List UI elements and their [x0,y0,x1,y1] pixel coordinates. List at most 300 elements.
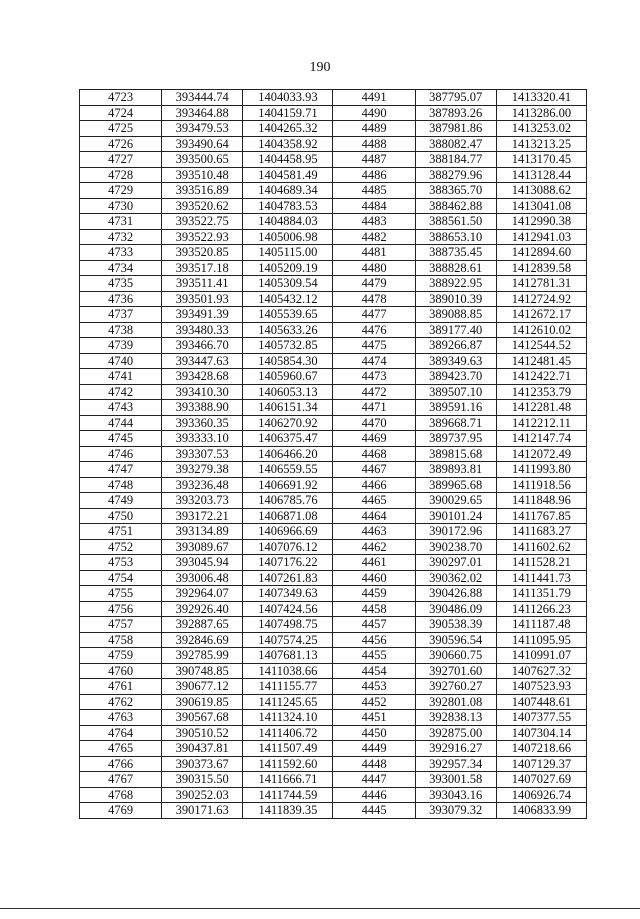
x-coordinate-cell: 390677.12 [162,679,243,695]
x-coordinate-cell: 393388.90 [162,400,243,416]
point-number-cell: 4756 [80,601,162,617]
y-coordinate-cell: 1405209.19 [243,260,333,276]
x-coordinate-cell: 393043.16 [415,787,496,803]
point-number-cell: 4463 [333,524,415,540]
point-number-cell: 4729 [80,183,162,199]
point-number-cell: 4454 [333,663,415,679]
point-number-cell: 4473 [333,369,415,385]
x-coordinate-cell: 390101.24 [415,508,496,524]
table-row [80,90,587,106]
x-coordinate-cell: 390238.70 [415,539,496,555]
y-coordinate-cell: 1411993.80 [496,462,586,478]
x-coordinate-cell: 389177.40 [415,322,496,338]
point-number-cell: 4727 [80,152,162,168]
x-coordinate-cell: 390252.03 [162,787,243,803]
x-coordinate-cell: 393522.75 [162,214,243,230]
x-coordinate-cell: 389965.68 [415,477,496,493]
x-coordinate-cell: 393510.48 [162,167,243,183]
point-number-cell: 4733 [80,245,162,261]
coordinates-table-body [80,90,587,819]
y-coordinate-cell: 1406833.99 [496,803,586,819]
point-number-cell: 4468 [333,446,415,462]
point-number-cell: 4762 [80,694,162,710]
table-row [80,105,587,121]
table-row [80,741,587,757]
x-coordinate-cell: 389668.71 [415,415,496,431]
y-coordinate-cell: 1411245.65 [243,694,333,710]
point-number-cell: 4740 [80,353,162,369]
point-number-cell: 4766 [80,756,162,772]
x-coordinate-cell: 393428.68 [162,369,243,385]
y-coordinate-cell: 1405432.12 [243,291,333,307]
point-number-cell: 4734 [80,260,162,276]
point-number-cell: 4488 [333,136,415,152]
y-coordinate-cell: 1412147.74 [496,431,586,447]
table-row [80,725,587,741]
point-number-cell: 4489 [333,121,415,137]
y-coordinate-cell: 1411266.23 [496,601,586,617]
point-number-cell: 4471 [333,400,415,416]
y-coordinate-cell: 1407027.69 [496,772,586,788]
x-coordinate-cell: 390660.75 [415,648,496,664]
point-number-cell: 4755 [80,586,162,602]
x-coordinate-cell: 390567.68 [162,710,243,726]
table-row [80,338,587,354]
point-number-cell: 4475 [333,338,415,354]
table-row [80,570,587,586]
table-row [80,586,587,602]
point-number-cell: 4752 [80,539,162,555]
y-coordinate-cell: 1405732.85 [243,338,333,354]
y-coordinate-cell: 1411602.62 [496,539,586,555]
y-coordinate-cell: 1411155.77 [243,679,333,695]
x-coordinate-cell: 388279.96 [415,167,496,183]
y-coordinate-cell: 1406691.92 [243,477,333,493]
y-coordinate-cell: 1411507.49 [243,741,333,757]
x-coordinate-cell: 393516.89 [162,183,243,199]
point-number-cell: 4466 [333,477,415,493]
y-coordinate-cell: 1404159.71 [243,105,333,121]
y-coordinate-cell: 1407681.13 [243,648,333,664]
point-number-cell: 4742 [80,384,162,400]
point-number-cell: 4759 [80,648,162,664]
y-coordinate-cell: 1404458.95 [243,152,333,168]
point-number-cell: 4446 [333,787,415,803]
x-coordinate-cell: 393279.38 [162,462,243,478]
y-coordinate-cell: 1413128.44 [496,167,586,183]
y-coordinate-cell: 1413041.08 [496,198,586,214]
x-coordinate-cell: 393089.67 [162,539,243,555]
x-coordinate-cell: 393045.94 [162,555,243,571]
point-number-cell: 4447 [333,772,415,788]
x-coordinate-cell: 393333.10 [162,431,243,447]
point-number-cell: 4469 [333,431,415,447]
table-row [80,632,587,648]
x-coordinate-cell: 393134.89 [162,524,243,540]
point-number-cell: 4470 [333,415,415,431]
x-coordinate-cell: 387795.07 [415,90,496,106]
table-row [80,167,587,183]
point-number-cell: 4726 [80,136,162,152]
y-coordinate-cell: 1412941.03 [496,229,586,245]
x-coordinate-cell: 393360.35 [162,415,243,431]
table-row [80,446,587,462]
point-number-cell: 4457 [333,617,415,633]
point-number-cell: 4483 [333,214,415,230]
table-row [80,431,587,447]
y-coordinate-cell: 1407424.56 [243,601,333,617]
table-row [80,803,587,819]
table-row [80,539,587,555]
table-row [80,260,587,276]
y-coordinate-cell: 1406966.69 [243,524,333,540]
point-number-cell: 4731 [80,214,162,230]
point-number-cell: 4460 [333,570,415,586]
point-number-cell: 4723 [80,90,162,106]
point-number-cell: 4750 [80,508,162,524]
x-coordinate-cell: 390596.54 [415,632,496,648]
x-coordinate-cell: 390510.52 [162,725,243,741]
table-row [80,384,587,400]
y-coordinate-cell: 1412610.02 [496,322,586,338]
point-number-cell: 4748 [80,477,162,493]
table-row [80,679,587,695]
table-row [80,694,587,710]
table-row [80,493,587,509]
point-number-cell: 4449 [333,741,415,757]
y-coordinate-cell: 1404689.34 [243,183,333,199]
y-coordinate-cell: 1407377.55 [496,710,586,726]
x-coordinate-cell: 390426.88 [415,586,496,602]
x-coordinate-cell: 388653.10 [415,229,496,245]
y-coordinate-cell: 1413320.41 [496,90,586,106]
x-coordinate-cell: 388365.70 [415,183,496,199]
x-coordinate-cell: 393480.33 [162,322,243,338]
y-coordinate-cell: 1404265.32 [243,121,333,137]
x-coordinate-cell: 389507.10 [415,384,496,400]
y-coordinate-cell: 1407129.37 [496,756,586,772]
table-row [80,663,587,679]
y-coordinate-cell: 1412212.11 [496,415,586,431]
point-number-cell: 4732 [80,229,162,245]
x-coordinate-cell: 392875.00 [415,725,496,741]
y-coordinate-cell: 1412481.45 [496,353,586,369]
y-coordinate-cell: 1407627.32 [496,663,586,679]
x-coordinate-cell: 393464.88 [162,105,243,121]
point-number-cell: 4749 [80,493,162,509]
x-coordinate-cell: 392964.07 [162,586,243,602]
y-coordinate-cell: 1406559.55 [243,462,333,478]
y-coordinate-cell: 1412072.49 [496,446,586,462]
y-coordinate-cell: 1410991.07 [496,648,586,664]
x-coordinate-cell: 390437.81 [162,741,243,757]
y-coordinate-cell: 1407176.22 [243,555,333,571]
x-coordinate-cell: 392887.65 [162,617,243,633]
table-row [80,508,587,524]
y-coordinate-cell: 1405115.00 [243,245,333,261]
x-coordinate-cell: 393447.63 [162,353,243,369]
y-coordinate-cell: 1413213.25 [496,136,586,152]
point-number-cell: 4743 [80,400,162,416]
coordinates-table [79,89,587,819]
y-coordinate-cell: 1412894.60 [496,245,586,261]
point-number-cell: 4757 [80,617,162,633]
x-coordinate-cell: 392846.69 [162,632,243,648]
table-row [80,710,587,726]
y-coordinate-cell: 1406926.74 [496,787,586,803]
y-coordinate-cell: 1412544.52 [496,338,586,354]
x-coordinate-cell: 389010.39 [415,291,496,307]
point-number-cell: 4763 [80,710,162,726]
x-coordinate-cell: 388462.88 [415,198,496,214]
y-coordinate-cell: 1404581.49 [243,167,333,183]
y-coordinate-cell: 1407261.83 [243,570,333,586]
table-row [80,555,587,571]
y-coordinate-cell: 1406785.76 [243,493,333,509]
point-number-cell: 4754 [80,570,162,586]
y-coordinate-cell: 1404783.53 [243,198,333,214]
point-number-cell: 4769 [80,803,162,819]
y-coordinate-cell: 1406375.47 [243,431,333,447]
point-number-cell: 4491 [333,90,415,106]
x-coordinate-cell: 388082.47 [415,136,496,152]
y-coordinate-cell: 1412990.38 [496,214,586,230]
point-number-cell: 4753 [80,555,162,571]
point-number-cell: 4472 [333,384,415,400]
y-coordinate-cell: 1411351.79 [496,586,586,602]
x-coordinate-cell: 392916.27 [415,741,496,757]
x-coordinate-cell: 390619.85 [162,694,243,710]
x-coordinate-cell: 390029.65 [415,493,496,509]
y-coordinate-cell: 1411187.48 [496,617,586,633]
x-coordinate-cell: 393511.41 [162,276,243,292]
x-coordinate-cell: 393500.65 [162,152,243,168]
table-row [80,772,587,788]
x-coordinate-cell: 390486.09 [415,601,496,617]
point-number-cell: 4751 [80,524,162,540]
x-coordinate-cell: 393236.48 [162,477,243,493]
point-number-cell: 4451 [333,710,415,726]
table-row [80,229,587,245]
y-coordinate-cell: 1411324.10 [243,710,333,726]
x-coordinate-cell: 390362.02 [415,570,496,586]
point-number-cell: 4478 [333,291,415,307]
x-coordinate-cell: 392926.40 [162,601,243,617]
point-number-cell: 4487 [333,152,415,168]
y-coordinate-cell: 1411839.35 [243,803,333,819]
table-row [80,353,587,369]
x-coordinate-cell: 392838.13 [415,710,496,726]
y-coordinate-cell: 1412781.31 [496,276,586,292]
x-coordinate-cell: 393410.30 [162,384,243,400]
point-number-cell: 4736 [80,291,162,307]
y-coordinate-cell: 1405006.98 [243,229,333,245]
y-coordinate-cell: 1405539.65 [243,307,333,323]
y-coordinate-cell: 1411592.60 [243,756,333,772]
y-coordinate-cell: 1412839.58 [496,260,586,276]
y-coordinate-cell: 1412353.79 [496,384,586,400]
point-number-cell: 4450 [333,725,415,741]
x-coordinate-cell: 389737.95 [415,431,496,447]
table-row [80,648,587,664]
x-coordinate-cell: 390315.50 [162,772,243,788]
y-coordinate-cell: 1411095.95 [496,632,586,648]
x-coordinate-cell: 393520.85 [162,245,243,261]
point-number-cell: 4486 [333,167,415,183]
x-coordinate-cell: 390373.67 [162,756,243,772]
x-coordinate-cell: 393501.93 [162,291,243,307]
x-coordinate-cell: 393203.73 [162,493,243,509]
point-number-cell: 4760 [80,663,162,679]
y-coordinate-cell: 1404358.92 [243,136,333,152]
y-coordinate-cell: 1411441.73 [496,570,586,586]
x-coordinate-cell: 389088.85 [415,307,496,323]
table-row [80,198,587,214]
y-coordinate-cell: 1407498.75 [243,617,333,633]
x-coordinate-cell: 390748.85 [162,663,243,679]
x-coordinate-cell: 389893.81 [415,462,496,478]
y-coordinate-cell: 1405633.26 [243,322,333,338]
y-coordinate-cell: 1406466.20 [243,446,333,462]
y-coordinate-cell: 1407523.93 [496,679,586,695]
y-coordinate-cell: 1413253.02 [496,121,586,137]
y-coordinate-cell: 1413088.62 [496,183,586,199]
point-number-cell: 4467 [333,462,415,478]
point-number-cell: 4464 [333,508,415,524]
y-coordinate-cell: 1411038.66 [243,663,333,679]
x-coordinate-cell: 393466.70 [162,338,243,354]
y-coordinate-cell: 1404033.93 [243,90,333,106]
y-coordinate-cell: 1411918.56 [496,477,586,493]
table-row [80,322,587,338]
point-number-cell: 4490 [333,105,415,121]
point-number-cell: 4456 [333,632,415,648]
y-coordinate-cell: 1405960.67 [243,369,333,385]
point-number-cell: 4765 [80,741,162,757]
y-coordinate-cell: 1407076.12 [243,539,333,555]
x-coordinate-cell: 390172.96 [415,524,496,540]
point-number-cell: 4761 [80,679,162,695]
page-number: 190 [309,60,331,75]
y-coordinate-cell: 1406871.08 [243,508,333,524]
y-coordinate-cell: 1407304.14 [496,725,586,741]
x-coordinate-cell: 392701.60 [415,663,496,679]
point-number-cell: 4465 [333,493,415,509]
point-number-cell: 4747 [80,462,162,478]
point-number-cell: 4745 [80,431,162,447]
point-number-cell: 4477 [333,307,415,323]
point-number-cell: 4481 [333,245,415,261]
x-coordinate-cell: 389815.68 [415,446,496,462]
y-coordinate-cell: 1406270.92 [243,415,333,431]
point-number-cell: 4767 [80,772,162,788]
x-coordinate-cell: 392957.34 [415,756,496,772]
y-coordinate-cell: 1411406.72 [243,725,333,741]
point-number-cell: 4479 [333,276,415,292]
x-coordinate-cell: 390171.63 [162,803,243,819]
y-coordinate-cell: 1412724.92 [496,291,586,307]
point-number-cell: 4480 [333,260,415,276]
table-row [80,787,587,803]
point-number-cell: 4474 [333,353,415,369]
point-number-cell: 4738 [80,322,162,338]
point-number-cell: 4739 [80,338,162,354]
table-row [80,369,587,385]
y-coordinate-cell: 1405309.54 [243,276,333,292]
point-number-cell: 4462 [333,539,415,555]
x-coordinate-cell: 388922.95 [415,276,496,292]
x-coordinate-cell: 393444.74 [162,90,243,106]
y-coordinate-cell: 1411744.59 [243,787,333,803]
point-number-cell: 4735 [80,276,162,292]
y-coordinate-cell: 1407448.61 [496,694,586,710]
point-number-cell: 4725 [80,121,162,137]
point-number-cell: 4459 [333,586,415,602]
x-coordinate-cell: 388828.61 [415,260,496,276]
point-number-cell: 4724 [80,105,162,121]
point-number-cell: 4461 [333,555,415,571]
table-row [80,601,587,617]
x-coordinate-cell: 393520.62 [162,198,243,214]
x-coordinate-cell: 389349.63 [415,353,496,369]
point-number-cell: 4741 [80,369,162,385]
table-row [80,477,587,493]
table-row [80,462,587,478]
x-coordinate-cell: 390538.39 [415,617,496,633]
x-coordinate-cell: 393001.58 [415,772,496,788]
x-coordinate-cell: 388561.50 [415,214,496,230]
point-number-cell: 4737 [80,307,162,323]
y-coordinate-cell: 1413286.00 [496,105,586,121]
x-coordinate-cell: 393522.93 [162,229,243,245]
table-row [80,276,587,292]
y-coordinate-cell: 1411848.96 [496,493,586,509]
point-number-cell: 4448 [333,756,415,772]
table-row [80,524,587,540]
point-number-cell: 4730 [80,198,162,214]
x-coordinate-cell: 388735.45 [415,245,496,261]
table-row [80,152,587,168]
bottom-rule [0,908,640,909]
table-row [80,214,587,230]
y-coordinate-cell: 1411683.27 [496,524,586,540]
table-row [80,121,587,137]
point-number-cell: 4768 [80,787,162,803]
y-coordinate-cell: 1406151.34 [243,400,333,416]
y-coordinate-cell: 1411528.21 [496,555,586,571]
y-coordinate-cell: 1411666.71 [243,772,333,788]
y-coordinate-cell: 1405854.30 [243,353,333,369]
x-coordinate-cell: 392785.99 [162,648,243,664]
point-number-cell: 4758 [80,632,162,648]
y-coordinate-cell: 1413170.45 [496,152,586,168]
y-coordinate-cell: 1412281.48 [496,400,586,416]
point-number-cell: 4453 [333,679,415,695]
table-row [80,183,587,199]
x-coordinate-cell: 393307.53 [162,446,243,462]
x-coordinate-cell: 389266.87 [415,338,496,354]
y-coordinate-cell: 1407349.63 [243,586,333,602]
x-coordinate-cell: 389423.70 [415,369,496,385]
y-coordinate-cell: 1407218.66 [496,741,586,757]
x-coordinate-cell: 390297.01 [415,555,496,571]
point-number-cell: 4484 [333,198,415,214]
y-coordinate-cell: 1407574.25 [243,632,333,648]
x-coordinate-cell: 392801.08 [415,694,496,710]
x-coordinate-cell: 387893.26 [415,105,496,121]
table-row [80,307,587,323]
table-row [80,617,587,633]
